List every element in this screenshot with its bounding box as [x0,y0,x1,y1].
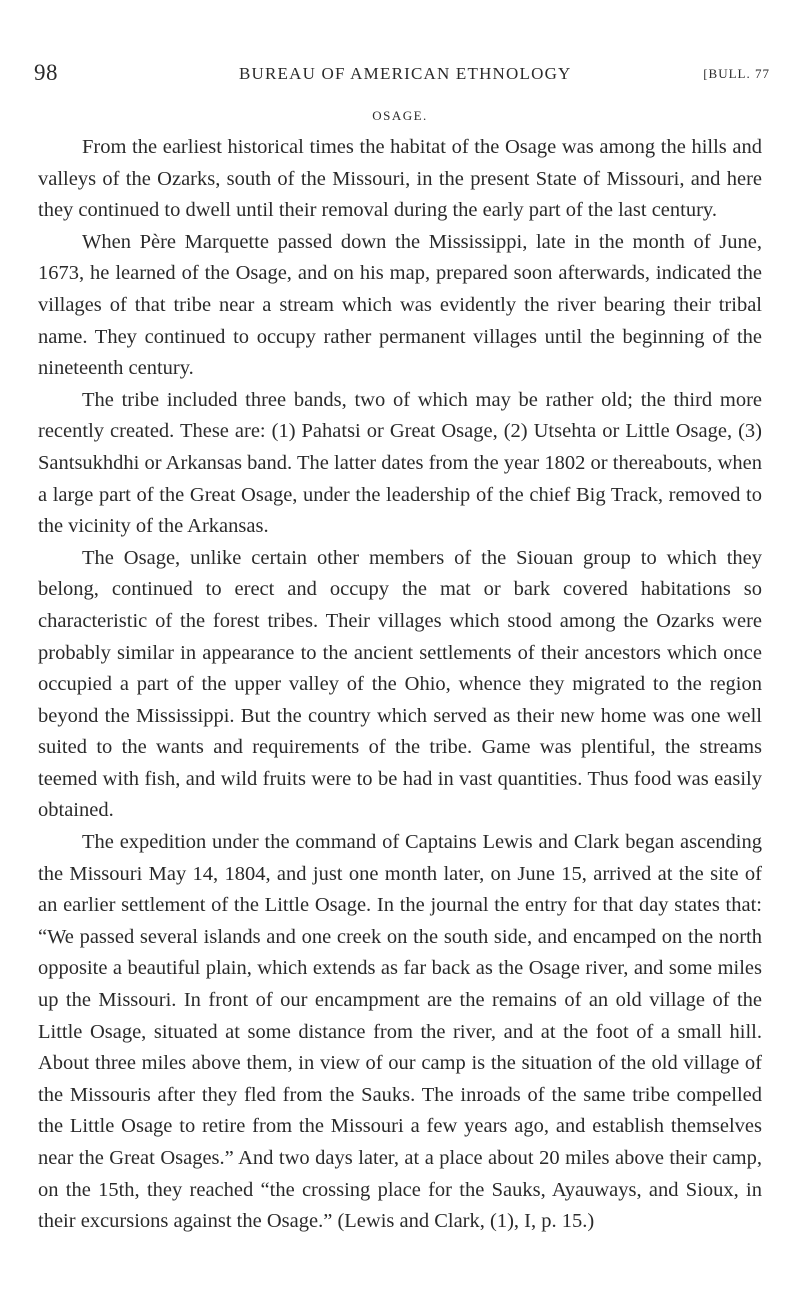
paragraph-habitat: From the earliest historical times the habitat of the Osage was among the hills and valleys of the Ozarks, south of the Missouri, in the present State of Missouri, and here they continued to dwell until their removal during the early part of the last century. [38,136,762,222]
body-text [38,132,762,1238]
citation: (Lewis and Clark, (1), I, p. 15.) [337,1210,595,1233]
section-heading: OSAGE. [372,108,428,123]
bulletin-reference: [BULL. 77 [703,66,770,81]
paragraph-lewis-clark [38,827,762,1238]
running-title: BUREAU OF AMERICAN ETHNOLOGY [239,64,572,83]
page-number: 98 [34,60,58,85]
paragraph-bands: The tribe included three bands, two of which may be rather old; the third more recently created. These are: (1) Pahatsi or Great Osage, (2) Utsehta or Little Osage, (3) Santsukhdhi or Arkansas band. The latter dates from the year 1802 or thereabouts, when a large part of the Great Osage, under the leadership of the chief Big Track, removed to the vicinity of the Arkansas. [38,388,762,538]
paragraph-lewis-clark-text: The expedition under the command of Captains Lewis and Clark began ascending the Missouri May 14, 1804, and just one month later, on June 15, arrived at the site of an earlier settlement of the Little Osage. In the journal the entry for that day states that: “We passed several islands and one creek on the south side, and encamped on the north opposite a beautiful plain, which extends as far back as the Osage river, and some miles up the Missouri. In front of our encampment are the remains of an old village of the Little Osage, situated at some distance from the river, and at the foot of a small hill. About three miles above them, in view of our camp is the situation of the old village of the Missouris after they fled from the Sauks. The inroads of the same tribe compelled the Little Osage to retire from the Missouri a few years ago, and establish themselves near the Great Osages.” And two days later, at a place about 20 miles above their camp, on the 15th, they reached “the crossing place for the Sauks, Ayauways, and Sioux, in their excursions against the Osage.” [38,831,762,1233]
running-head [34,60,770,86]
paragraph-habitations: The Osage, unlike certain other members of the Siouan group to which they belong, continued to erect and occupy the mat or bark covered habitations so characteristic of the forest tribes. Their villages which stood among the Ozarks were probably similar in appearance to the ancient settlements of their ancestors which once occupied a part of the upper valley of the Ohio, whence they migrated to the region beyond the Mississippi. But the country which served as their new home was one well suited to the wants and requirements of the tribe. Game was plentiful, the streams teemed with fish, and wild fruits were to be had in vast quantities. Thus food was easily obtained. [38,546,762,822]
paragraph-marquette: When Père Marquette passed down the Mississippi, late in the month of June, 1673, he learned of the Osage, and on his map, prepared soon afterwards, indicated the villages of that tribe near a stream which was evidently the river bearing their tribal name. They continued to occupy rather permanent villages until the beginning of the nineteenth century. [38,230,762,380]
